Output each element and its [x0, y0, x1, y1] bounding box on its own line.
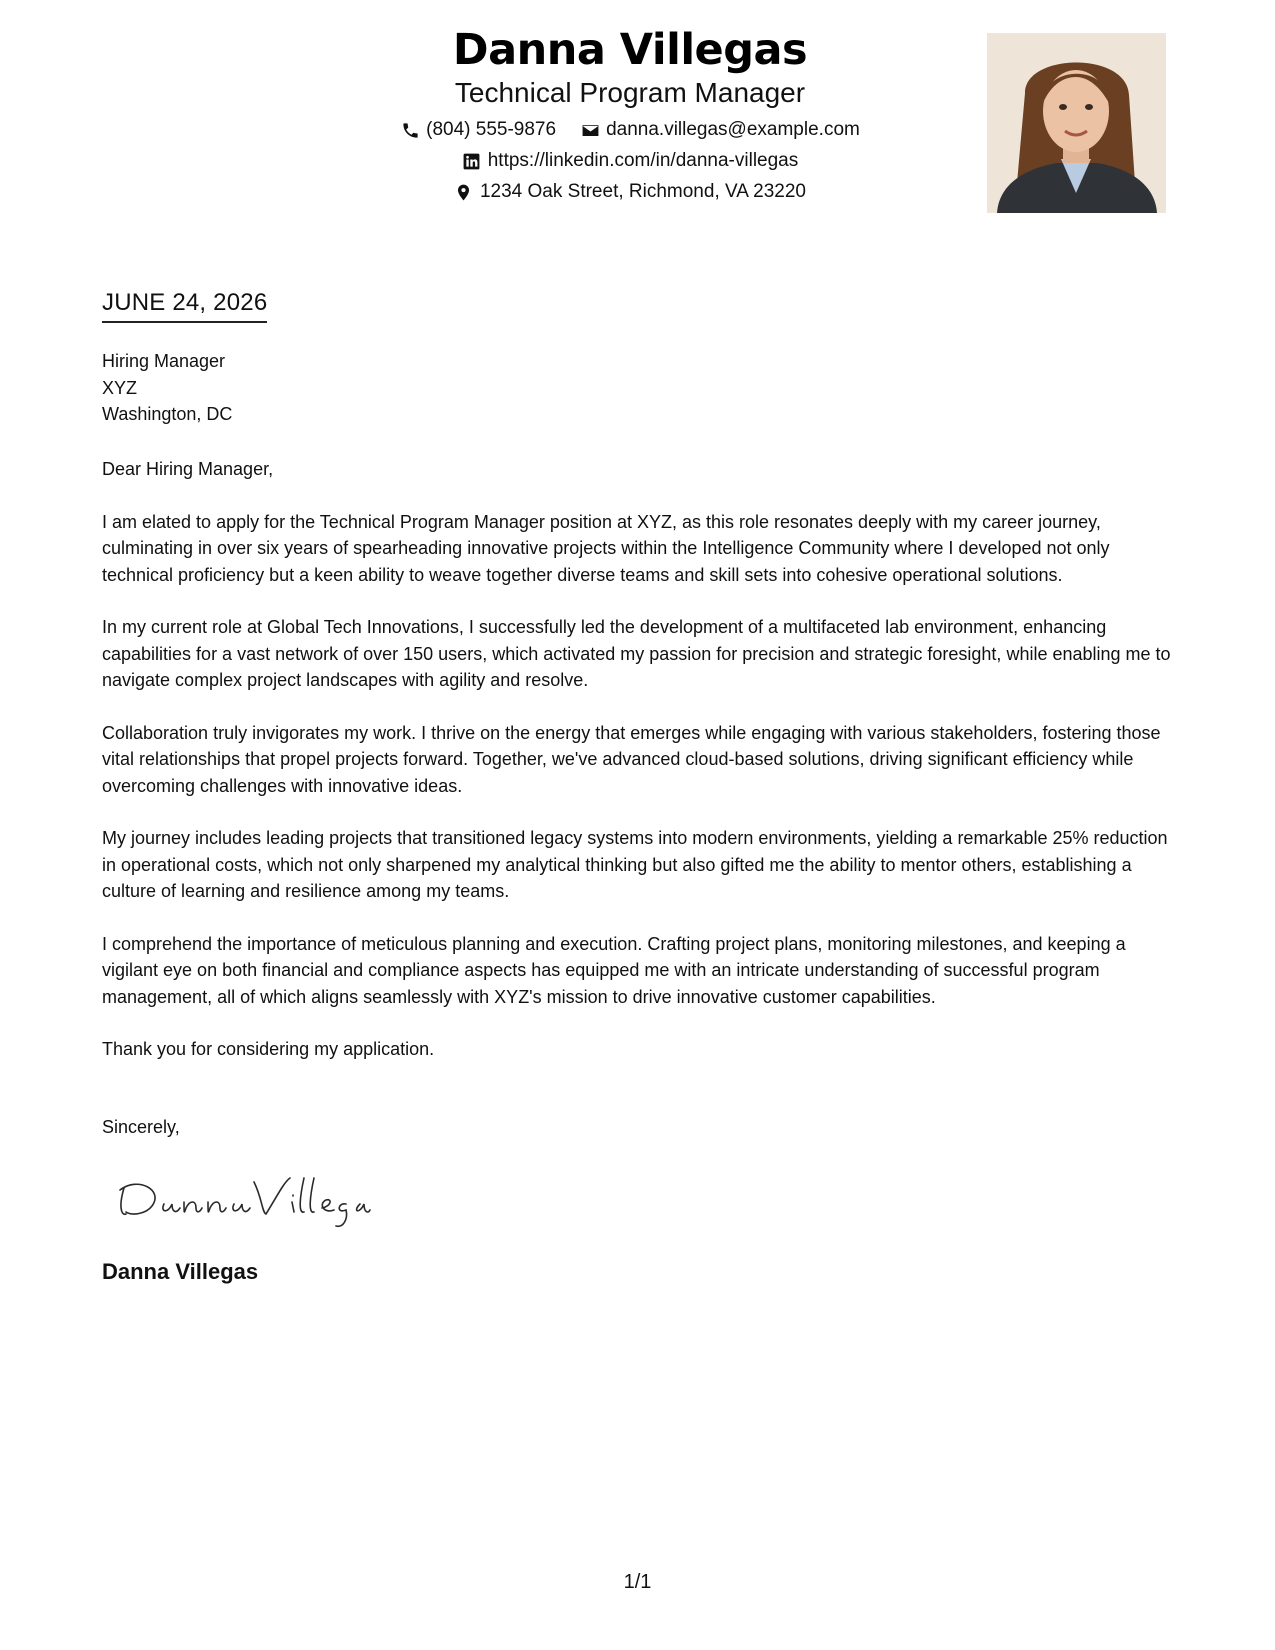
paragraph-5: I comprehend the importance of meticulous planning and execution. Crafting project plans, monitoring milestones, and keeping a vigilant eye on both financial and compliance aspects has equipped me with an intricate understanding of successful program management, all of which aligns seamlessly with XYZ's mission to drive innovative customer capabilities. — [102, 933, 1126, 1007]
phone-icon — [400, 120, 420, 140]
paragraph-2: In my current role at Global Tech Innovations, I successfully led the development of a multifaceted lab environment, enhancing capabilities for a vast network of over 150 users, which activated my passion for precision and strategic foresight, while enabling me to navigate complex project landscapes with agility and resolve. — [102, 617, 1171, 690]
map-pin-icon — [454, 182, 474, 202]
envelope-icon — [580, 120, 600, 140]
linkedin-url[interactable]: https://linkedin.com/in/danna-villegas — [487, 150, 799, 171]
handwritten-signature — [112, 1168, 372, 1228]
signed-name: Danna Villegas — [102, 1259, 259, 1284]
recipient-block — [102, 348, 232, 428]
closing-phrase: Sincerely, — [102, 1117, 180, 1137]
recipient-name: Hiring Manager — [102, 351, 226, 371]
salutation: Dear Hiring Manager, — [102, 459, 274, 479]
profile-photo — [987, 33, 1166, 213]
paragraph-1: I am elated to apply for the Technical Program Manager position at XYZ, as this role resonates deeply with my career journey, culminating in over six years of spearheading innovative projects within the Intelligence Community where I developed not only technical proficiency but a keen ability to weave together diverse teams and skill sets into cohesive operational solutions. — [102, 511, 1110, 585]
paragraph-4: My journey includes leading projects that transitioned legacy systems into modern environments, yielding a remarkable 25% reduction in operational costs, which not only sharpened my analytical thinking but also gifted me the ability to mentor others, establishing a culture of learning and resilience among my teams. — [102, 828, 1168, 901]
job-title: Technical Program Manager — [454, 77, 806, 108]
page-number: 1/1 — [623, 1571, 652, 1593]
contact-line-address — [330, 181, 930, 203]
recipient-company: XYZ — [102, 377, 138, 398]
applicant-name: Danna Villegas — [452, 25, 808, 75]
contact-line-linkedin — [330, 150, 930, 172]
recipient-location: Washington, DC — [102, 404, 233, 424]
phone-number: (804) 555-9876 — [426, 119, 557, 140]
letter-body — [102, 456, 1177, 1089]
paragraph-3: Collaboration truly invigorates my work. I thrive on the energy that emerges while engaging with various stakeholders, fostering those vital relationships that propel projects forward. Together, we've advanced cloud-based solutions, driving significant efficiency while overcoming challenges with innovative ideas. — [102, 722, 1161, 796]
contact-line-phone-email — [330, 119, 930, 141]
email-address[interactable]: danna.villegas@example.com — [606, 119, 860, 140]
letter-header — [330, 26, 930, 203]
paragraph-6: Thank you for considering my application. — [102, 1039, 435, 1059]
letter-date: JUNE 24, 2026 — [102, 288, 267, 323]
street-address: 1234 Oak Street, Richmond, VA 23220 — [479, 181, 806, 202]
linkedin-icon — [462, 151, 482, 171]
